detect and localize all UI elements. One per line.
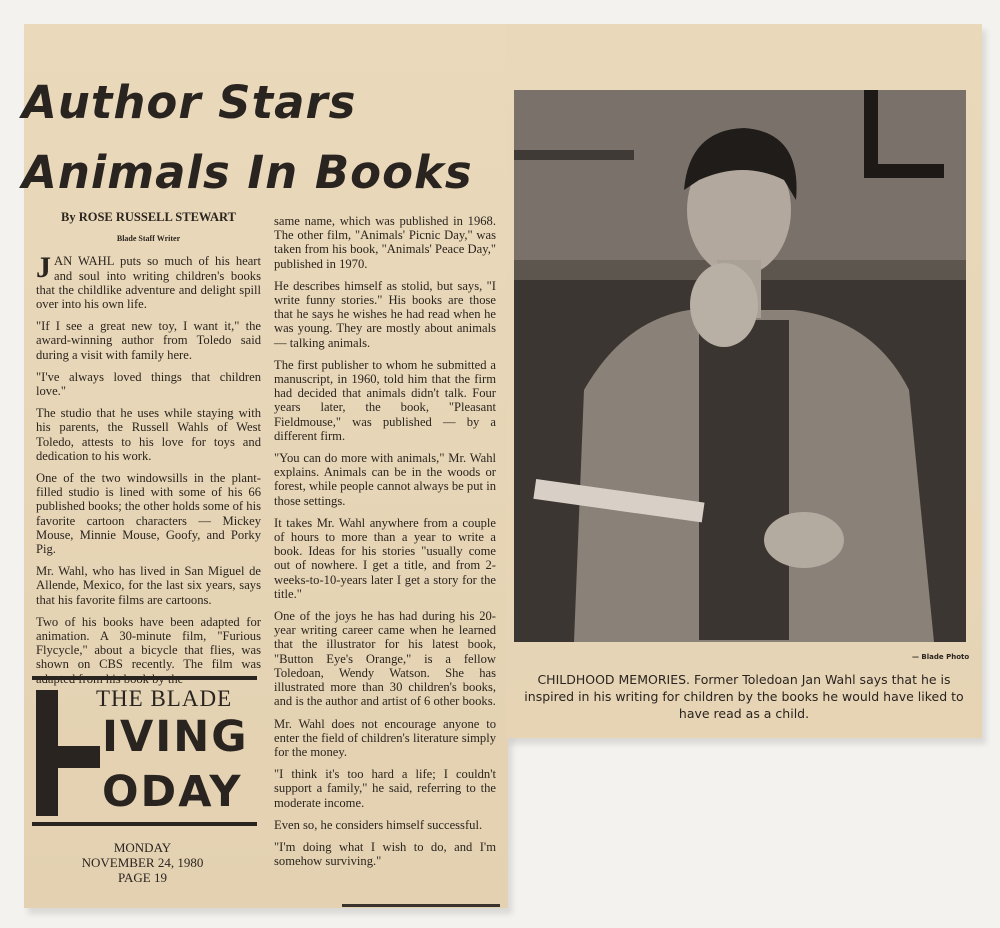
- paragraph: "You can do more with animals," Mr. Wahl explains. Animals can be in the woods or forest, while people cannot always be put in those settings.: [274, 451, 496, 508]
- paragraph: It takes Mr. Wahl anywhere from a couple of hours to more than a year to write a book. Ideas for his stories "usually come out of nowhere. I get a title, and from 2-weeks-to-10-years later I get a story for the title.": [274, 515, 496, 601]
- dateline-day: MONDAY: [113, 840, 172, 855]
- column-end-rule: [342, 904, 500, 907]
- author-photo-illustration: [514, 90, 966, 642]
- paragraph: Mr. Wahl does not encourage anyone to enter the field of children's literature simply for the money.: [274, 716, 496, 759]
- paragraph: JAN WAHL puts so much of his heart and soul into writing children's books that the childlike adventure and delight spill over into his own life.: [36, 251, 261, 312]
- dateline: [60, 840, 225, 885]
- photo-caption: CHILDHOOD MEMORIES. Former Toledoan Jan Wahl says that he is inspired in his writing for children by the books he would have liked to have read as a child.: [524, 672, 964, 721]
- living-today-logo: [32, 676, 257, 826]
- paragraph: He describes himself as stolid, but says, "I write funny stories." His books are those that he says he wishes he had read when he was young. They are mostly about animals — talking animals.: [274, 278, 496, 350]
- paragraph: The first publisher to whom he submitted a manuscript, in 1960, told him that the firm had decided that animals didn't talk. Four years later, the book, "Pleasant Fieldmouse," was published — by a different firm.: [274, 357, 496, 443]
- logo-rule: [32, 822, 257, 826]
- article-column-2: [274, 214, 496, 876]
- paragraph: Two of his books have been adapted for animation. A 30-minute film, "Furious Flycycle," about a bicycle that flies, was shown on CBS recently. The film was: [36, 614, 261, 672]
- paragraph: "I think it's too hard a life; I couldn't support a family," he said, referring to the moderate income.: [274, 767, 496, 810]
- byline-role: Blade Staff Writer: [116, 234, 181, 244]
- paragraph: "If I see a great new toy, I want it," the award-winning author from Toledo said during a visit with family here.: [36, 319, 261, 362]
- photo-credit: — Blade Photo: [912, 653, 970, 661]
- drop-cap: J: [36, 251, 51, 285]
- paragraph: One of the joys he has had during his 20-year writing career came when he learned that the illustrator for his latest book, "Button Eye's Orange," is a fellow Toledoan, Wendy Watson. She has illustrated more than 30 children's books, and is the author and artist of 6 other books.: [274, 609, 496, 709]
- logo-big-letter-mark: [36, 690, 100, 816]
- dateline-date: NOVEMBER 24, 1980: [81, 855, 204, 870]
- byline-author: By ROSE RUSSELL STEWART: [61, 210, 236, 224]
- dateline-page: PAGE 19: [117, 870, 167, 885]
- paragraph: One of the two windowsills in the plant-filled studio is lined with some of his 66 published books; the other holds some of his favorite cartoon characters — Mickey Mouse, Minnie Mouse, Goofy, and Porky Pig.: [36, 471, 261, 557]
- headline-line-1: Author Stars: [22, 76, 357, 129]
- paragraph: "I've always loved things that children love.": [36, 369, 261, 399]
- paragraph: same name, which was published in 1968. The other film, "Animals' Picnic Day," was taken from his book, "Animals' Peace Day," published in 1970.: [274, 214, 496, 271]
- logo-today: ODAY: [102, 767, 243, 817]
- logo-living: IVING: [102, 712, 249, 762]
- logo-the-blade: THE BLADE: [96, 686, 233, 711]
- paragraph: "I'm doing what I wish to do, and I'm somehow surviving.": [274, 839, 496, 869]
- author-photo: [514, 90, 966, 642]
- paragraph: Even so, he considers himself successful.: [274, 817, 483, 832]
- paragraph: The studio that he uses while staying with his parents, the Russell Wahls of West Toledo, attests to his love for toys and dedication to his work.: [36, 406, 261, 463]
- article-column-1: [36, 210, 261, 694]
- headline-line-2: Animals In Books: [22, 146, 473, 199]
- paragraph: Mr. Wahl, who has lived in San Miguel de Allende, Mexico, for the last six years, says that his favorite films are cartoons.: [36, 564, 261, 607]
- logo-rule: [32, 676, 257, 680]
